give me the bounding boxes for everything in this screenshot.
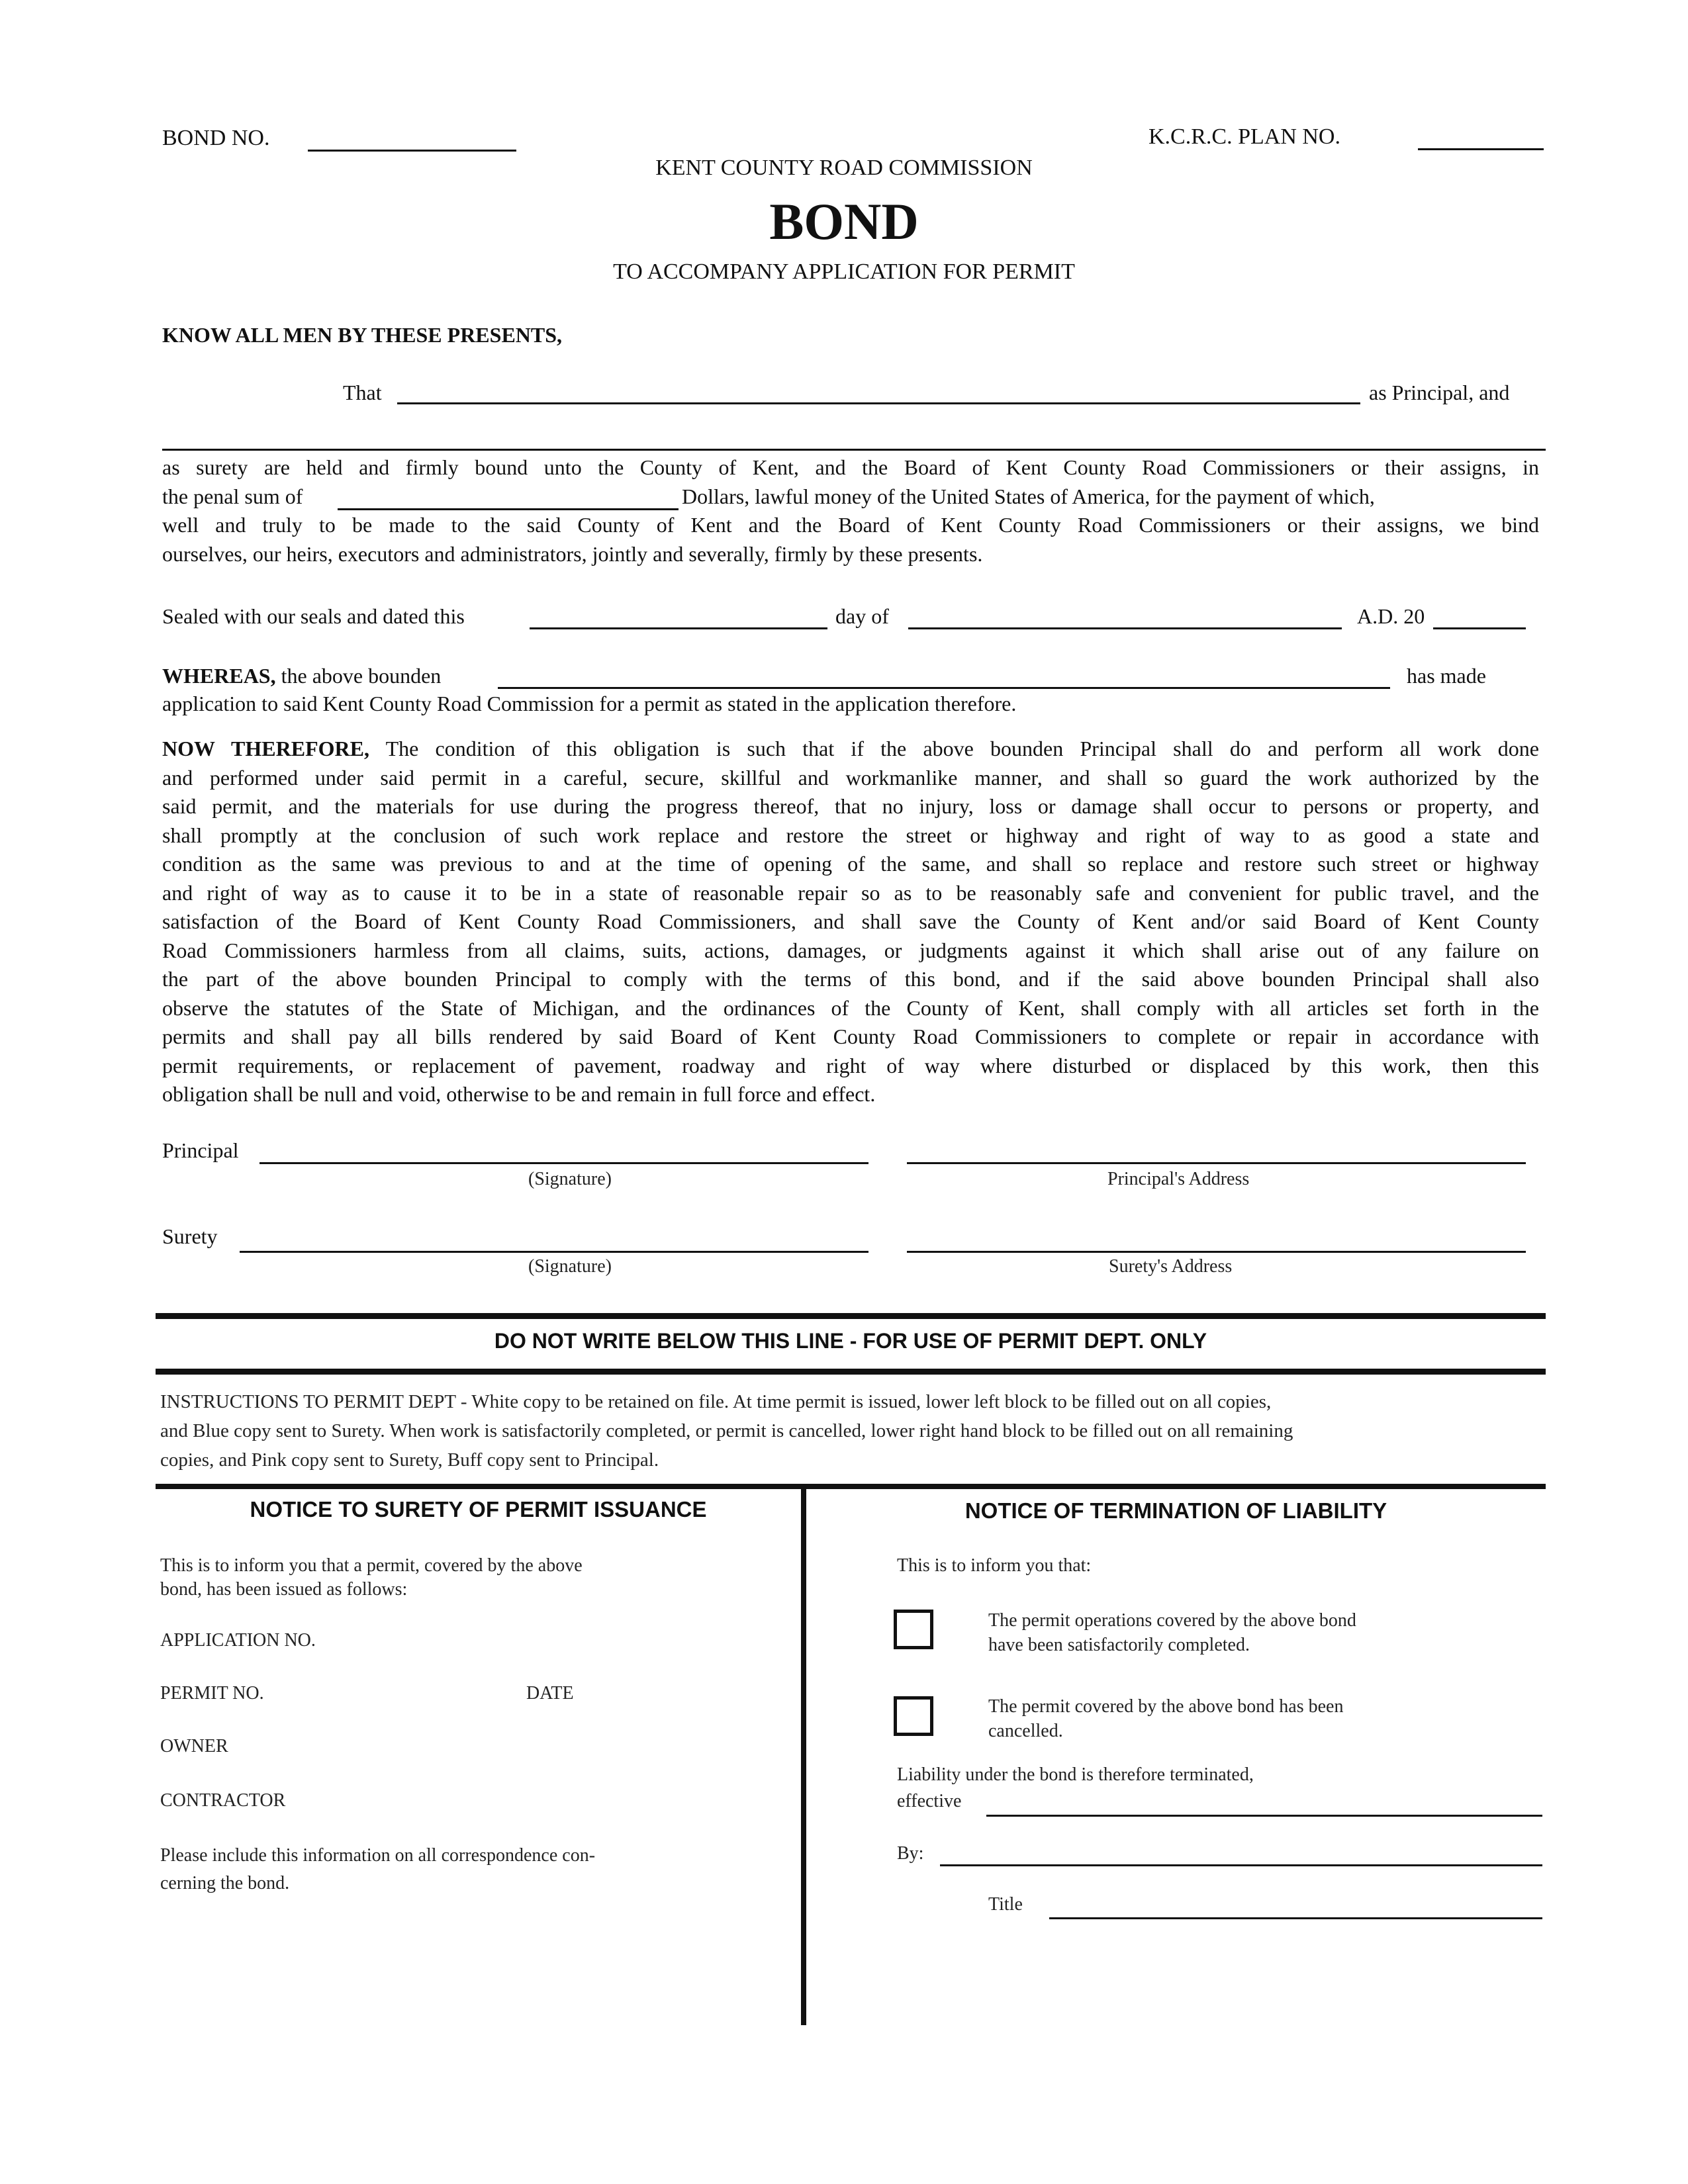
issuance-intro-2: bond, has been issued as follows: [160,1579,408,1600]
surety-signature-label: Surety [162,1224,218,1248]
surety-paragraph: as surety are held and firmly bound unto the County of Kent, and the Board of Kent County Road Commissioners or their assigns, in the penal sum of Dollars, lawful money of the United States of America, for the payment of which, well and truly to be made to the said County of Kent and the Board of Kent County Road Commissioners or their assigns, we bind ourselves, our heirs, executors and administrators, jointly and severally, firmly by these presents. [162,455,1539,566]
date-label: DATE [526,1683,574,1704]
surety-address-caption: Surety's Address [1109,1256,1233,1277]
owner-label: OWNER [160,1736,228,1756]
agency-name: KENT COUNTY ROAD COMMISSION [655,156,1033,180]
surety-signature-field[interactable] [240,1251,868,1253]
cancelled-checkbox[interactable] [894,1696,933,1736]
penal-sum-label: the penal sum of [162,484,303,508]
liability-text-2: effective [897,1791,962,1811]
do-not-write-heading: DO NOT WRITE BELOW THIS LINE - FOR USE OF PERMIT DEPT. ONLY [494,1329,1207,1353]
title-label: Title [988,1894,1023,1915]
sealed-day-field[interactable] [530,627,827,629]
plan-no-field[interactable] [1418,148,1544,150]
termination-heading: NOTICE OF TERMINATION OF LIABILITY [964,1498,1387,1523]
issuance-heading: NOTICE TO SURETY OF PERMIT ISSUANCE [250,1497,707,1522]
principal-signature-label: Principal [162,1138,239,1162]
application-no-label: APPLICATION NO. [160,1630,316,1651]
completed-checkbox[interactable] [894,1610,933,1649]
document-title: BOND [769,193,919,250]
effective-date-field[interactable] [986,1815,1542,1817]
know-all-heading: KNOW ALL MEN BY THESE PRESENTS, [162,323,563,347]
notice-separator [801,1489,806,2025]
notice-divider [156,1484,1546,1489]
document-subtitle: TO ACCOMPANY APPLICATION FOR PERMIT [613,259,1075,284]
option-cancelled-2: cancelled. [988,1721,1063,1741]
now-therefore-paragraph: NOW THEREFORE, The condition of this obligation is such that if the above bounden Principal shall do and perform all work done and performed under said permit in a careful, secure, skillful and workmanlike manner, and shall so guard the work authorized by the said permit, and the materials for use during the progress thereof, that no injury, loss or damage shall occur to persons or property, and shall promptly at the conclusion of such work replace and restore the street or highway and right of way to as good a state and condition as the same was previous to and at the time of opening of the same, and shall so replace and restore such street or highway and right of way as to cause it to be in a state of reasonable repair so as to be reasonably safe and convenient for public travel, and the satisfaction of the Board of Kent County Road Commissioners, and shall save the County of Kent and/or said Board of Kent County Road Commissioners harmless from all claims, suits, actions, damages, or judgments against it which shall arise out of any failure on the part of the above bounden Principal to comply with the terms of this bond, and if the said above bounden Principal shall also observe the statutes of the State of Michigan, and the ordinances of the County of Kent, shall comply with all articles set forth in the permits and shall pay all bills rendered by said Board of Kent County Road Commissioners to complete or repair in accordance with permit requirements, or replacement of pavement, roadway and right of way where disturbed or displaced by this work, then this obligation shall be null and void, otherwise to be and remain in full force and effect. [162,737,1540,1106]
bottom-divider [156,1369,1546,1375]
option-completed-1: The permit operations covered by the above bond [988,1610,1356,1631]
surety-signature-caption: (Signature) [528,1256,612,1277]
contractor-label: CONTRACTOR [160,1790,286,1811]
instructions-block: INSTRUCTIONS TO PERMIT DEPT - White copy to be retained on file. At time permit is issued, lower left block to be filled out on all copies, and Blue copy sent to Surety. When work is satisfactorily completed, or permit is cancelled, lower right hand block to be filled out on all remaining copies, and Pink copy sent to Surety, Buff copy sent to Principal. [160,1391,1293,1471]
issuance-note-1: Please include this information on all correspondence con- [160,1845,596,1866]
principal-and-label: as Principal, and [1369,381,1510,404]
has-made-label: has made [1407,664,1486,688]
principal-address-caption: Principal's Address [1107,1169,1250,1189]
permit-no-label: PERMIT NO. [160,1683,264,1704]
whereas-label: WHEREAS, the above bounden [162,664,442,688]
surety-name-field[interactable] [162,449,1546,451]
ad-label: A.D. 20 [1357,604,1425,628]
sealed-month-field[interactable] [908,627,1342,629]
by-label: By: [897,1843,924,1864]
principal-signature-field[interactable] [259,1162,868,1164]
by-field[interactable] [940,1864,1542,1866]
surety-address-field[interactable] [907,1251,1526,1253]
whereas-principal-field[interactable] [498,687,1390,689]
bond-no-field[interactable] [308,150,516,152]
principal-address-field[interactable] [907,1162,1526,1164]
plan-no-label: K.C.R.C. PLAN NO. [1149,124,1340,149]
sealed-year-field[interactable] [1433,627,1526,629]
issuance-note-2: cerning the bond. [160,1873,290,1893]
termination-intro: This is to inform you that: [897,1555,1092,1576]
option-completed-2: have been satisfactorily completed. [988,1635,1250,1655]
whereas-line-2: application to said Kent County Road Commission for a permit as stated in the application therefore. [162,692,1017,715]
issuance-intro-1: This is to inform you that a permit, covered by the above [160,1555,583,1576]
day-of-label: day of [835,604,889,628]
title-field[interactable] [1049,1917,1542,1919]
principal-name-field[interactable] [397,402,1360,404]
bond-no-label: BOND NO. [162,126,270,150]
top-divider [156,1313,1546,1319]
option-cancelled-1: The permit covered by the above bond has been [988,1696,1344,1717]
principal-signature-caption: (Signature) [528,1169,612,1189]
sealed-label: Sealed with our seals and dated this [162,604,465,628]
liability-text-1: Liability under the bond is therefore terminated, [897,1764,1254,1785]
penal-sum-field[interactable] [338,508,679,510]
that-label: That [343,381,382,404]
